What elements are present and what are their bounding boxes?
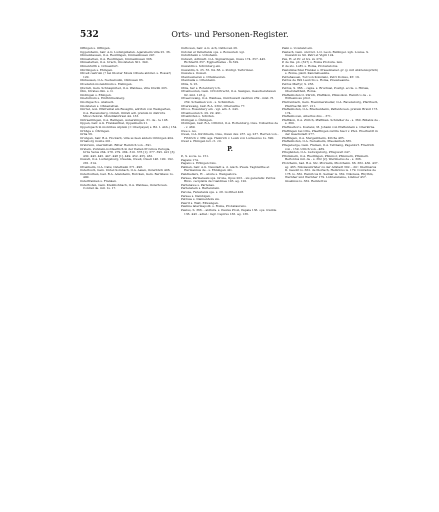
running-title: Orts- und Personen-Register. — [171, 30, 289, 39]
register-entry: Osterhofen, Gem. Kleinhohbach, O.A. Waldsee, Osterhoven. Conrad de. mil. 1s. 17. — [80, 182, 168, 191]
register-entry: Partenstein s. Bartenstein. — [181, 186, 221, 191]
register-entry: Pfaffingen, O.A. Mergentheim, Kirche 485. — [282, 135, 345, 140]
register-entry: Parone, Faravianis sps. s. 28. Gotfried 403. — [181, 189, 245, 194]
register-entry: Owen, O.A. Kirchheim, Owe, Owen dav. 237. ag. 237. Herren von - Fridrich v. 389. ags. Heinrich v. Lewk von Ludweicus 1s. 390. — [181, 132, 279, 140]
register-entry: Oppen, bair. A.G. Frankenthal, Oppenheim 21. — [80, 121, 149, 126]
register-entry: Paulach, Gem. und bzl. L.O. Leon, Bullingel. xgh. Louise. S. Oswaldi zu Sil. Patri et Vigili 124. — [282, 49, 369, 58]
register-entry: Oggersheim, bair. A.G. Ludwigshafen. Agareheim villa 25. 36. — [80, 49, 171, 54]
register-entry: Ottenbeuren, Gem. Orrobrtrecht, O.A. Saulgau, Oesscherehaven 92. mid. 123 g. — [181, 89, 276, 97]
register-entry: Petrehausen, Tod von Konstanz, Petri Domus, KT. 19. — [282, 74, 360, 79]
register-columns — [80, 47, 380, 497]
register-entry: Pfarrenbach, Gem. Roemmersbeller, O.A. Ravensburg, Pfarrbach, Pfarrbachh 207. 211. — [282, 99, 379, 108]
register-entry: Pfaffenhofen O. Zürich, Pfaffikon, Pfäwoikon. Heinrico de - s. Wittesmoss prior. — [282, 92, 372, 101]
register-entry: Paulsmbachnsi Frankei s. Prasenbaner. gr. (p mit Abkrenzsprüch) s. Roma, pästl. Kanzleibeamte. — [282, 67, 379, 76]
register-entry: Otzingen s. Ötzingen. — [181, 117, 213, 122]
register-entry: Otterswang, bair. B.A. 2302, Otterswihe 77. — [181, 103, 246, 108]
register-entry: Pagans 174. — [181, 157, 199, 162]
register-entry: Olnhausen, O.A. Neckarsulm, Olnhusen 83. — [80, 78, 144, 83]
register-column-left — [80, 47, 178, 497]
register-entry: Osterburken, bad. B.A. Adelsheim, Burcken, Gem. Bernhaus 1s. 490. — [80, 171, 174, 180]
register-entry: Orsbrunn, unermittelt. Bitter Heinrich von - 391. — [80, 143, 152, 148]
register-entry: Otteerowang, O.A. Waldsee, Ouirdswadt castrum 259 - mist. H. 259. Schenken von - s. Schmidten. — [181, 96, 274, 104]
register-entry: Otila, her s. Rotenbury ich. — [181, 85, 221, 90]
register-entry: Otto s. Rosenbury ein - vgl. adv. 3. 243. — [181, 107, 239, 112]
register-entry: Ohnastetten, O.A. Reutlingen, Ummenhusen 306. — [80, 56, 153, 61]
page-header — [80, 30, 380, 42]
register-entry: Ostonsi et Vellarianis ops. s. Bonaurell. xgl. — [181, 49, 245, 54]
register-entry: Opperspach in montibus Alpium (= Oberpayal) s. Bd. I. Abh.) 154. — [80, 125, 178, 130]
register-entry: Pauline latermapolli. s. Roma, Probataurens. — [181, 204, 247, 209]
register-entry: Orubgen, bair. B.A. Hockarb, villa ss feen anders Ornbigen 404. — [80, 135, 174, 140]
page-number: 532 — [80, 30, 99, 40]
register-entry: Pfaffweihof s. Kostanz, M. Johann von Pfaffenbein s. Oberkirna. — [282, 125, 376, 130]
register-entry: Ottenbeuren S. 29. 29. 491. — [181, 110, 222, 115]
section-letter-p: P. — [227, 146, 233, 154]
register-entry: Osterbuch, Gem. Unter-Sombach, O.A. Aalen, Osterbüch 406. — [80, 168, 171, 173]
register-entry: Onolsteten s. Ohnastetten. — [80, 103, 120, 108]
register-entry: Ohmenhausen, O.A. Reutlingen, Ummenhusen 247. — [80, 53, 156, 58]
register-entry: P., S. socie. ie. 151. — [181, 154, 210, 159]
register-entry: Onoltspach s. Ansbach. — [80, 99, 115, 104]
register-entry: Owar s. Ehingen bzl. ct. cit. — [181, 139, 222, 144]
register-entry: Ölm, Ulrates dim. s. Ö. — [80, 89, 114, 94]
register-entry: Oswela s. Osweil. — [181, 71, 207, 76]
register-entry: Pfaffikon, O.A. Zürich, Pfaffikan. Schindler de - s. 360. Billabis de - s. 360. — [282, 117, 380, 126]
register-entry: Oswetl, O.A. Ludwigsburg, Owenle, Oweli, Öweli 148. 190. 192. 281. 314. — [80, 157, 174, 165]
register-entry: Parsee s. Dambigen. — [181, 193, 211, 198]
register-entry: P. de Ins. pb. (527) s. Roma Probura. ium. — [282, 60, 344, 65]
register-entry: Orlia 56. — [80, 132, 93, 137]
register-entry: Petrus de 892 Laurctio s. Roma, Pressbeamte. — [282, 78, 350, 83]
register-entry: Oswaldm, S. 25. 55. 64. 66. s. Pontigl. Terbrinzel. — [181, 67, 254, 72]
register-entry: Oswaldm s. Schönberg ein. — [181, 63, 221, 68]
register-entry: Ottenheim, O.A. Calw, Ostefbaim 371. 498. — [80, 164, 143, 169]
register-entry: Ohrdingen s. Ehingen. — [80, 67, 114, 72]
register-entry: Pann s. Uowland ein. — [282, 47, 313, 50]
register-entry: Osthoven, bair. A.G. Ach, Osthoven 26. — [181, 47, 238, 50]
register-entry: Pflummern, O.A. Riedlingen, Phlumor, Phlumern, Pflumern. Bertoldus mil. de - s. 362 [2]. Wernherus de - s. 306. — [282, 153, 370, 162]
register-entry: Ostweit, Adtmsdt. O.A. Sigmaringen, Oswe 174. 357. 445. Richberlh 357. Eggberhalles - fn 329. — [181, 56, 267, 65]
register-entry: Pflegeberge, Gem. Flamen, O.A. Tettnang, Pageldorf. Friedrich von - 159. Ulrich von - 489. — [282, 143, 375, 151]
register-entry: Palmen, bair. A.G. Neustadt a. d. Aisch. Pwels. Tagblatthe et Hermannus de - s. Ehningen oliv. — [181, 164, 270, 173]
register-entry: Offingen s. Öffingen. — [80, 47, 111, 50]
register-entry: Onefurnum s. Einthürnenberg. — [80, 96, 126, 101]
register-column-right — [282, 47, 380, 497]
register-entry: Pax, H. et Pr. et Ivs. zu 279. — [282, 56, 323, 61]
register-entry: Ottenhöfen s. Schöfen. — [181, 114, 215, 119]
register-entry: Olvenstsn molendinum s. Eislingen. — [80, 81, 133, 86]
register-entry: Onrrat, Aon. Pfärrental am Bussgfin, adr.fluh von Weingarten, O.A. Ravensburg, Onrati, Oiirati adt. pratum in districtu Mbocchobral. Mundilabriraul 44. 133. — [80, 107, 171, 119]
register-entry: Owe s. Au. — [181, 128, 197, 133]
register-entry: Ornaborg monte 201. — [80, 139, 112, 144]
register-entry: Orstein, Zurstein-nordseitlich in der Italien Province Perugia, Urbs Vetus 264. 278. 279. 284. 310. 376 [1]. 377. 395. 421 [3]. 430. 443. 445. 447. 448 [1]. 449. 452. 455. 461. — [80, 146, 176, 158]
register-entry: Olivell castrum (? bei Kloster Mosis Olivate abbilet. s. Rossa?) 120. — [80, 71, 172, 79]
register-entry: Otzlingen, bair. B.A. Ottbrnd, O.A. Rottenburg, Owe. Volbardus de - v. 469. — [181, 121, 279, 130]
register-entry: Petrus Martyr, S. 256. — [282, 81, 315, 86]
register-entry: Olwrati, Gem. Schnaumried, O.A. Waldsee, villa Ulwihi 205. — [80, 85, 168, 90]
register-entry: Orbhge s. Öhringen. — [80, 128, 111, 133]
register-entry: Ostutbheim s. Uchsheim. — [181, 53, 218, 58]
register-column-middle — [181, 47, 279, 497]
register-entry: Pandkellers, H. - abure s. Wengastore. — [181, 172, 238, 176]
register-entry: Otenbaila s. Ottenbeim. — [181, 78, 216, 83]
register-entry: Parsee, Parmenesis sps. Grone, Opus 203. - sis generalis: Petrus Bixio. ceciplatis da Cualdines 103. ag. 120. — [181, 175, 276, 184]
register-entry: Patruse s. Dannenhofe sis. — [181, 197, 220, 202]
register-entry: Partenawe s. Partenau. — [181, 182, 215, 187]
register-entry: P. de sto. LuEl. s. Roma, Probaratorus. — [282, 63, 339, 68]
register-entry: Pfaffenhofen, O.A. Neresheim, Pfaedenheh 365. — [282, 139, 353, 144]
register-entry: Pflugfelden, O.A. Ludwigsburg, Pflugsvelt 247. — [282, 150, 351, 155]
register-entry: Pagano s. Erlingen fons. — [181, 161, 217, 166]
register-entry: Osterfranken s. Franken. — [80, 178, 117, 183]
register-entry: Petrus, S. 366. - capia. s. Bruchsal, Positgl. eccle. s. Hirsau, Oberstadtfeld, Roma. — [282, 85, 370, 94]
register-entry: Pfaffenhoven, Albertus dns. - 371. — [282, 114, 332, 119]
register-entry: Paurit s. Walt, Ellwangen. — [181, 200, 219, 205]
register-entry: Ondingen s. Ehingen. — [80, 92, 112, 97]
register-entry: Ontraeillingen, O.A. Balingen, Aunerslingen. 31. de - te 108. — [80, 117, 169, 122]
register-entry: Paulus, S. 366. - aldtura. s. Paulus Prozi, Papala 136. ops. Gwilde 136. 443 - adlat.: mgr. Cepirus 136. ag. 136. — [181, 207, 277, 216]
register-entry: Ohnastetten, O.A. Urach, Onolsteten 301. 340. — [80, 60, 149, 65]
register-entry: Ohnenfurth s. Ochsenfurt. — [80, 63, 119, 68]
register-entry: Otila, S. 25. — [181, 81, 199, 86]
register-entry: Pfaffingen bei Otre, Pfaeffingen zwölfe hiecl v. Phol. Eberhardt in der Gaachstadt 277. — [282, 128, 378, 137]
register-entry: Otenbeuberen s. Ottenbeuren. — [181, 74, 226, 79]
register-entry: Pfaffenhofen, O.A. Brackenheim, Paffenhoven. pratum Bravil 173. 174. — [282, 107, 379, 115]
register-entry: Pforzheim, bad. B.A. Stz. Pforzaim, Phorzheim. 66. 382. 430. 437. sg. 465. Nikolausbrüder zu der Altstadt 392. - dir.: Dieltmarus II. Gesolit is. 362. de Ihorlach, Heinricus is. 179. Conradus de 178. is. 362. Heinricus II. Seimar is. 362. Nikolaus, Rhythm, Wernher und Wernher 179. Lichtensteine, Lindner 457. Giselinus is. 362. Reinbottus — [282, 161, 379, 183]
